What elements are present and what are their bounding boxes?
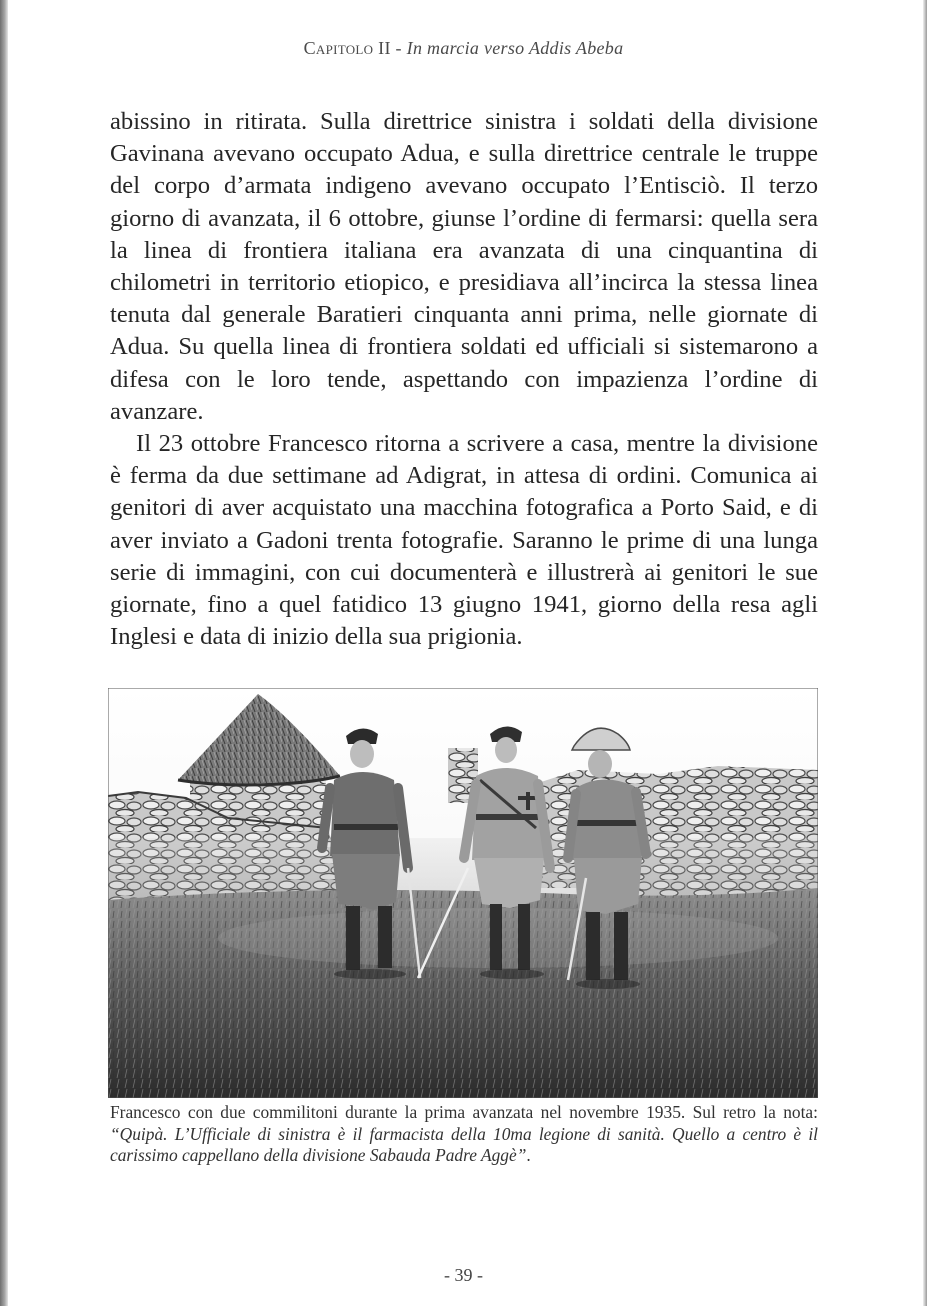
figure-caption (110, 1102, 818, 1167)
caption-text: Francesco con due commilitoni durante la prima avanzata nel novembre 1935. Sul retro la nota: (110, 1102, 818, 1122)
photo-illustration (108, 688, 818, 1098)
historical-photograph (108, 688, 818, 1098)
running-header (0, 38, 927, 59)
body-text (110, 106, 818, 653)
chapter-title: In marcia verso Addis Abeba (406, 38, 624, 58)
page-binding-edge (0, 0, 8, 1306)
paragraph-1: abissino in ritirata. Sulla direttrice sinistra i soldati della divisione Gavinana avevano occupato Adua, e sulla direttrice centrale le truppe del corpo d’armata indigeno avevano occupato l’Entisciò. Il terzo giorno di avanzata, il 6 ottobre, giunse l’ordine di fermarsi: quella sera la linea di frontiera italiana era avanzata di una cinquantina di chilometri in territorio etiopico, e presidiava all’incirca la stessa linea tenuta dal generale Baratieri cinquanta anni prima, nelle giornate di Adua. Su quella linea di frontiera soldati ed ufficiali si sistemarono a difesa con le loro tende, aspettando con impazienza l’ordine di avanzare. (110, 108, 818, 425)
header-separator: - (390, 38, 407, 58)
caption-quote: “Quipà. L’Ufficiale di sinistra è il farmacista della 10ma legione di sanità. Quello a centro è il carissimo cappellano della divisione Sabauda Padre Aggè” (110, 1123, 818, 1165)
paragraph-2: Il 23 ottobre Francesco ritorna a scrivere a casa, mentre la divisione è ferma da due settimane ad Adigrat, in attesa di ordini. Comunica ai genitori di aver acquistato una macchina fotografica a Porto Said, e di aver inviato a Gadoni trenta fotografie. Saranno le prime di una lunga serie di immagini, con cui documenterà e illustrerà ai genitori le sue giornate, fino a quel fatidico 13 giugno 1941, giorno della resa agli Inglesi e data di inizio della sua prigionia. (110, 430, 818, 651)
chapter-label: Capitolo II (303, 38, 391, 58)
page-right-edge (923, 0, 927, 1306)
caption-end: . (526, 1145, 531, 1165)
page-number: - 39 - (444, 1265, 483, 1285)
